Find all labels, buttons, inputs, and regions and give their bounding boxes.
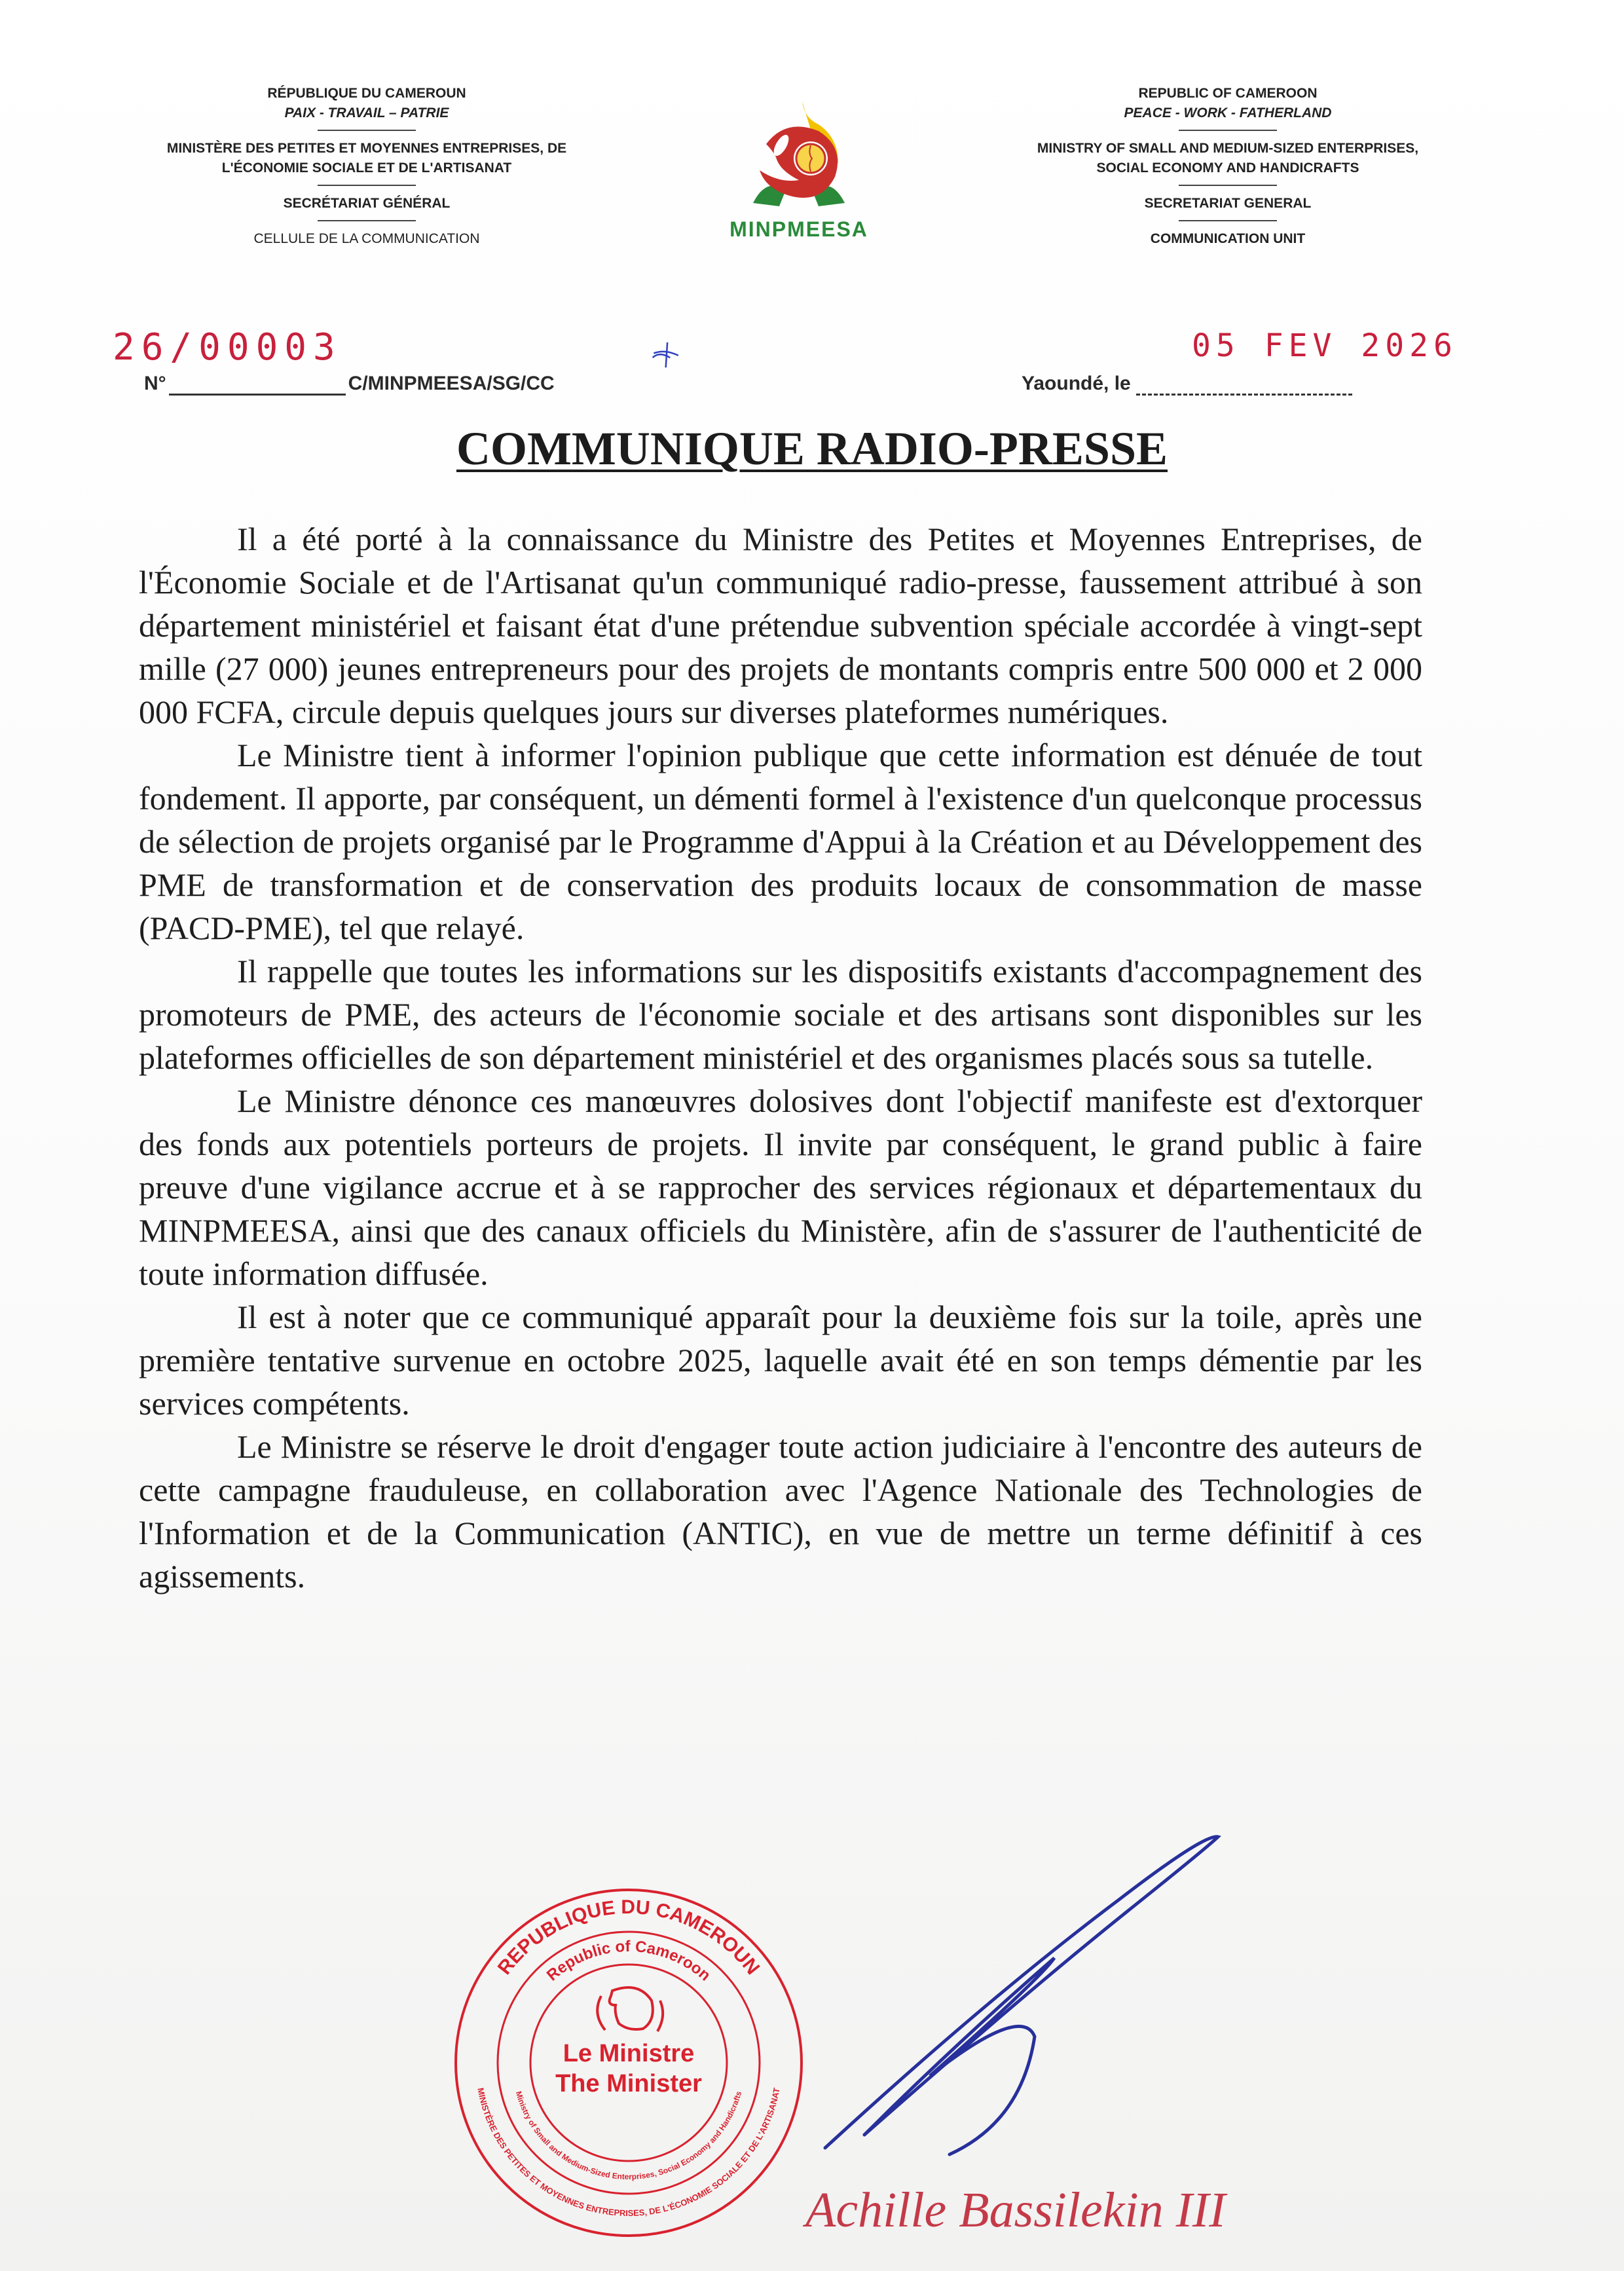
logo-text: MINPMEESA bbox=[729, 217, 868, 241]
country-name-en: REPUBLIC OF CAMEROON bbox=[1138, 86, 1318, 101]
document-title-wrap bbox=[0, 419, 1624, 491]
date-stamp: 05 FEV 2026 bbox=[1192, 327, 1458, 364]
initials-mark-icon bbox=[648, 341, 681, 369]
seal-center-en: The Minister bbox=[555, 2070, 702, 2097]
divider bbox=[1179, 185, 1277, 186]
seal-ring-en: Ministry of Small and Medium-Sized Enterprises, Social Economy and Handicrafts bbox=[513, 2090, 744, 2182]
seal-stamp-icon bbox=[452, 1886, 805, 2240]
header-english bbox=[1012, 84, 1444, 249]
reference-blank bbox=[169, 374, 346, 396]
paragraph: Le Ministre se réserve le droit d'engager toute action judiciaire à l'encontre des auteurs de cette campagne frauduleuse, en collaboration avec l'Agence Nationale des Technologies de l'Information et de la Communication (ANTIC), en vue de mettre un terme définitif à ces agissements. bbox=[139, 1428, 1422, 1595]
secretariat-en: SECRETARIAT GENERAL bbox=[1144, 196, 1312, 211]
seal-outer-text: REPUBLIQUE DU CAMEROUN bbox=[493, 1896, 764, 1979]
paragraph: Le Ministre tient à informer l'opinion publique que cette information est dénuée de tout fondement. Il apporte, par conséquent, un démenti formel à l'existence d'un quelconque processus de sélection de projets organisé par le Programme d'Appui à la Création et au Développement des PME de transformation et de conservation des produits locaux de consommation de masse (PACD-PME), tel que relayé. bbox=[139, 737, 1422, 946]
reference-number-stamp: 26/00003 bbox=[113, 326, 342, 369]
divider bbox=[318, 220, 416, 221]
handwritten-signature-icon bbox=[819, 1807, 1225, 2174]
date-line bbox=[1022, 372, 1352, 396]
motto-fr: PAIX - TRAVAIL – PATRIE bbox=[284, 105, 449, 120]
seal-center-fr: Le Ministre bbox=[563, 2040, 695, 2067]
paragraph: Le Ministre dénonce ces manœuvres dolosives dont l'objectif manifeste est d'extorquer des fonds aux potentiels porteurs de projets. Il invite par conséquent, le grand public à faire preuve d'une vigilance accrue et à se rapprocher des services régionaux et départementaux du MINPMEESA, ainsi que des canaux officiels du Ministère, afin de s'assurer de l'authenticité de toute information diffusée. bbox=[139, 1082, 1422, 1292]
paragraph: Il a été porté à la connaissance du Ministre des Petites et Moyennes Entreprises, de l'Économie Sociale et de l'Artisanat qu'un communiqué radio-presse, faussement attribué à son département ministériel et faisant état d'une prétendue subvention spéciale accordée à vingt-sept mille (27 000) jeunes entrepreneurs pour des projets de montants compris entre 500 000 et 2 000 000 FCFA, circule depuis quelques jours sur diverses plateformes numériques. bbox=[139, 521, 1422, 730]
reference-suffix: C/MINPMEESA/SG/CC bbox=[348, 373, 555, 394]
paragraph: Il rappelle que toutes les informations sur les dispositifs existants d'accompagnement des promoteurs de PME, des acteurs de l'économie sociale et des artisans sont disponibles sur les plateformes officielles de son département ministériel et des organismes placés sous sa tutelle. bbox=[139, 953, 1422, 1076]
seal-ring-fr: MINISTÈRE DES PETITES ET MOYENNES ENTREPRISES, DE L'ÉCONOMIE SOCIALE ET DE L'ARTISANAT bbox=[475, 2087, 782, 2219]
secretariat-fr: SECRÉTARIAT GÉNÉRAL bbox=[283, 196, 451, 211]
svg-text:Republic of Cameroon bbox=[544, 1938, 714, 1985]
document-title: COMMUNIQUE RADIO-PRESSE bbox=[456, 422, 1168, 475]
official-seal bbox=[452, 1886, 805, 2240]
svg-text:REPUBLIQUE DU CAMEROUN bbox=[494, 1896, 764, 1979]
signer-name: Achille Bassilekin III bbox=[805, 2183, 1226, 2238]
date-label: Yaoundé, le bbox=[1022, 373, 1131, 394]
seal-outer-text-en: Republic of Cameroon bbox=[543, 1937, 714, 1985]
divider bbox=[318, 185, 416, 186]
communique-body bbox=[139, 517, 1422, 1598]
divider bbox=[1179, 130, 1277, 131]
paragraph: Il est à noter que ce communiqué apparaît pour la deuxième fois sur la toile, après une première tentative survenue en octobre 2025, laquelle avait été en son temps démentie par les services compétents. bbox=[139, 1299, 1422, 1422]
unit-fr: CELLULE DE LA COMMUNICATION bbox=[253, 231, 480, 246]
date-blank bbox=[1136, 380, 1352, 396]
reference-line bbox=[144, 372, 555, 396]
logo-emblem-icon bbox=[740, 98, 858, 213]
seal-profile-emblem bbox=[597, 1987, 663, 2031]
reference-prefix: N° bbox=[144, 373, 166, 394]
header-french bbox=[151, 84, 583, 249]
divider bbox=[318, 130, 416, 131]
svg-text:Ministry of Small and Medium-S bbox=[514, 2090, 743, 2181]
ministry-name-fr: MINISTÈRE DES PETITES ET MOYENNES ENTREPRISES, DE L'ÉCONOMIE SOCIALE ET DE L'ARTISANAT bbox=[166, 141, 567, 175]
motto-en: PEACE - WORK - FATHERLAND bbox=[1124, 105, 1332, 120]
ministry-logo bbox=[701, 98, 897, 249]
country-name-fr: RÉPUBLIQUE DU CAMEROUN bbox=[267, 86, 466, 101]
divider bbox=[1179, 220, 1277, 221]
unit-en: COMMUNICATION UNIT bbox=[1150, 231, 1306, 246]
ministry-name-en: MINISTRY OF SMALL AND MEDIUM-SIZED ENTERPRISES, SOCIAL ECONOMY AND HANDICRAFTS bbox=[1037, 141, 1419, 175]
